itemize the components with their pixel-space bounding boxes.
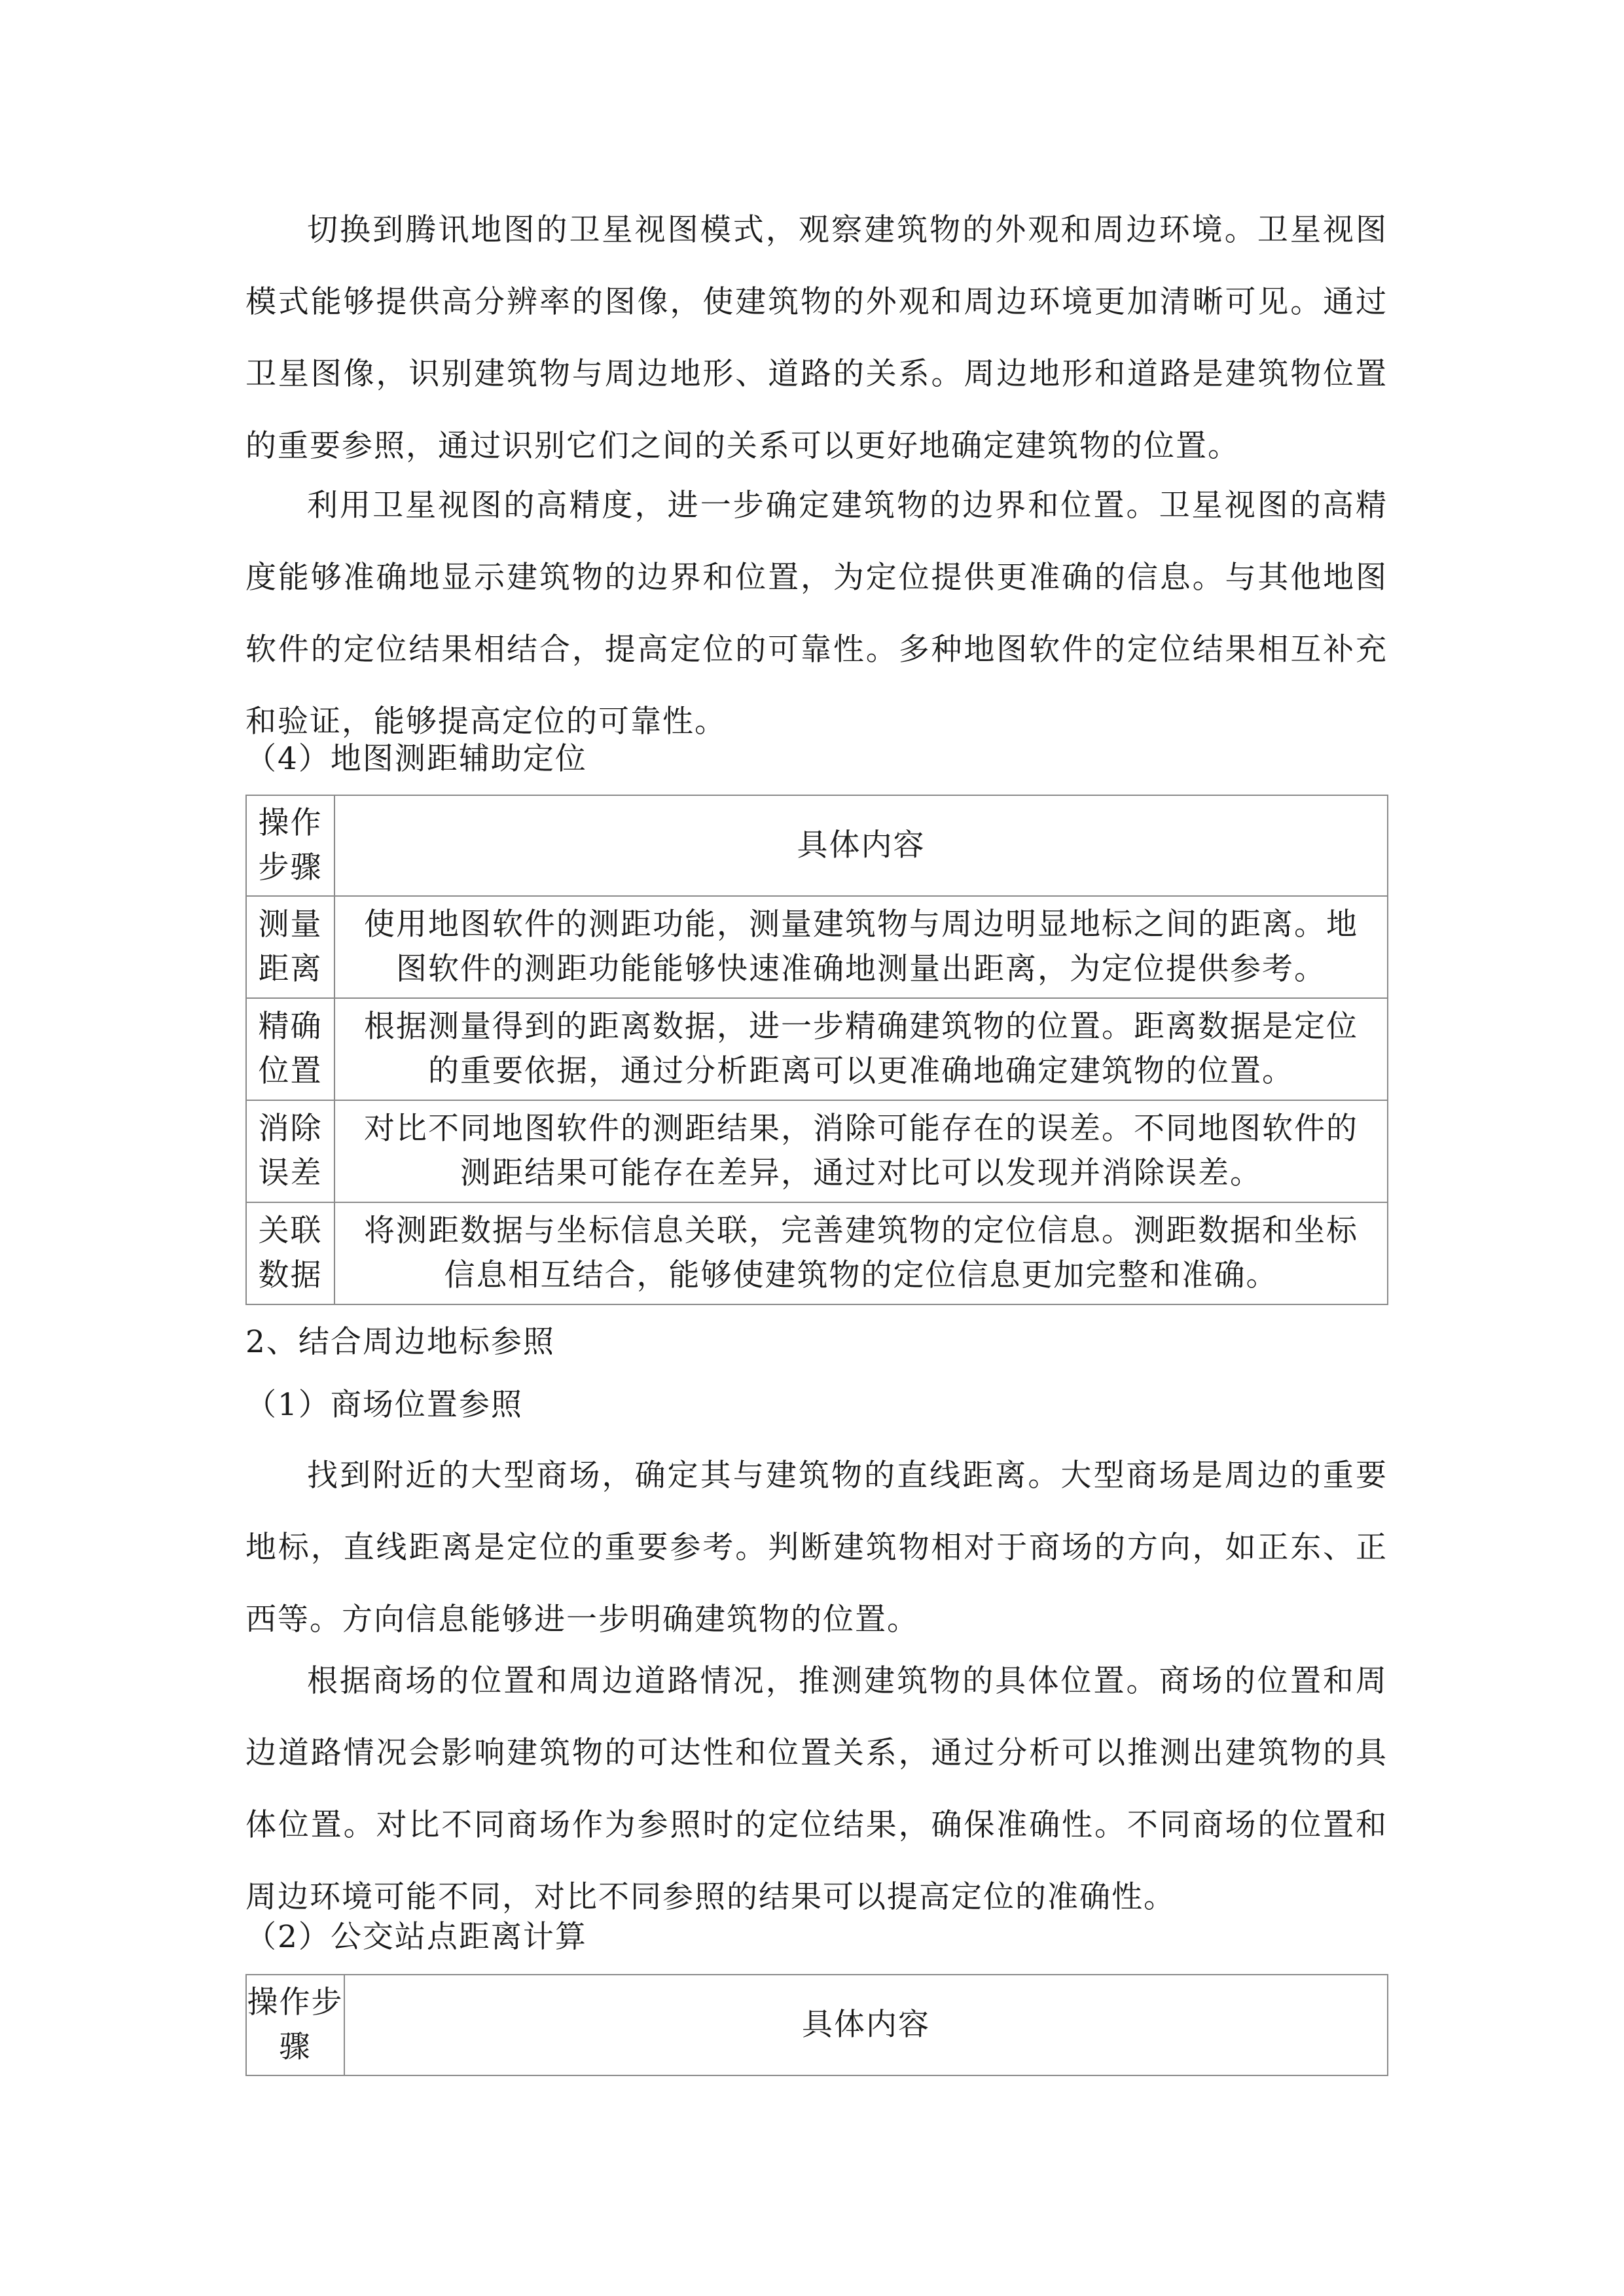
header-step: 操作步骤 — [246, 1975, 344, 2075]
table-row — [246, 1202, 1388, 1304]
heading-bus-station: （2）公交站点距离计算 — [245, 1919, 587, 1955]
heading-map-ranging: （4）地图测距辅助定位 — [245, 741, 587, 777]
paragraph-mall-position: 根据商场的位置和周边道路情况，推测建筑物的具体位置。商场的位置和周边道路情况会影响建筑物的可达性和位置关系，通过分析可以推测出建筑物的具体位置。对比不同商场作为参照时的定位结果，确保准确性。不同商场的位置和周边环境可能不同，对比不同参照的结果可以提高定位的准确性。 — [245, 1663, 1388, 1915]
paragraph-satellite-precision: 利用卫星视图的高精度，进一步确定建筑物的边界和位置。卫星视图的高精度能够准确地显示建筑物的边界和位置，为定位提供更准确的信息。与其他地图软件的定位结果相结合，提高定位的可靠性。多种地图软件的定位结果相互补充和验证，能够提高定位的可靠性。 — [245, 488, 1388, 740]
row-step: 关联数据 — [246, 1202, 334, 1304]
table-header-row — [246, 1975, 1388, 2075]
table-header-row — [246, 795, 1388, 896]
header-content: 具体内容 — [344, 1975, 1388, 2075]
bus-steps-table — [245, 1974, 1388, 2076]
table-row — [246, 998, 1388, 1100]
header-content: 具体内容 — [334, 795, 1388, 896]
row-step: 精确位置 — [246, 998, 334, 1100]
row-step: 测量距离 — [246, 896, 334, 998]
paragraph-mall-distance: 找到附近的大型商场，确定其与建筑物的直线距离。大型商场是周边的重要地标，直线距离是定位的重要参考。判断建筑物相对于商场的方向，如正东、正西等。方向信息能够进一步明确建筑物的位置。 — [245, 1458, 1388, 1638]
row-content: 根据测量得到的距离数据，进一步精确建筑物的位置。距离数据是定位的重要依据，通过分析距离可以更准确地确定建筑物的位置。 — [334, 998, 1388, 1100]
heading-section-2: 2、结合周边地标参照 — [245, 1324, 555, 1360]
table-row — [246, 1100, 1388, 1202]
row-step: 消除误差 — [246, 1100, 334, 1202]
heading-mall-reference: （1）商场位置参照 — [245, 1387, 523, 1423]
header-step: 操作步骤 — [246, 795, 334, 896]
row-content: 对比不同地图软件的测距结果，消除可能存在的误差。不同地图软件的测距结果可能存在差异，通过对比可以发现并消除误差。 — [334, 1100, 1388, 1202]
paragraph-satellite-view: 切换到腾讯地图的卫星视图模式，观察建筑物的外观和周边环境。卫星视图模式能够提供高分辨率的图像，使建筑物的外观和周边环境更加清晰可见。通过卫星图像，识别建筑物与周边地形、道路的关系。周边地形和道路是建筑物位置的重要参照，通过识别它们之间的关系可以更好地确定建筑物的位置。 — [245, 212, 1388, 464]
row-content: 使用地图软件的测距功能，测量建筑物与周边明显地标之间的距离。地图软件的测距功能能够快速准确地测量出距离，为定位提供参考。 — [334, 896, 1388, 998]
row-content: 将测距数据与坐标信息关联，完善建筑物的定位信息。测距数据和坐标信息相互结合，能够使建筑物的定位信息更加完整和准确。 — [334, 1202, 1388, 1304]
table-row — [246, 896, 1388, 998]
ranging-steps-table — [245, 795, 1388, 1305]
